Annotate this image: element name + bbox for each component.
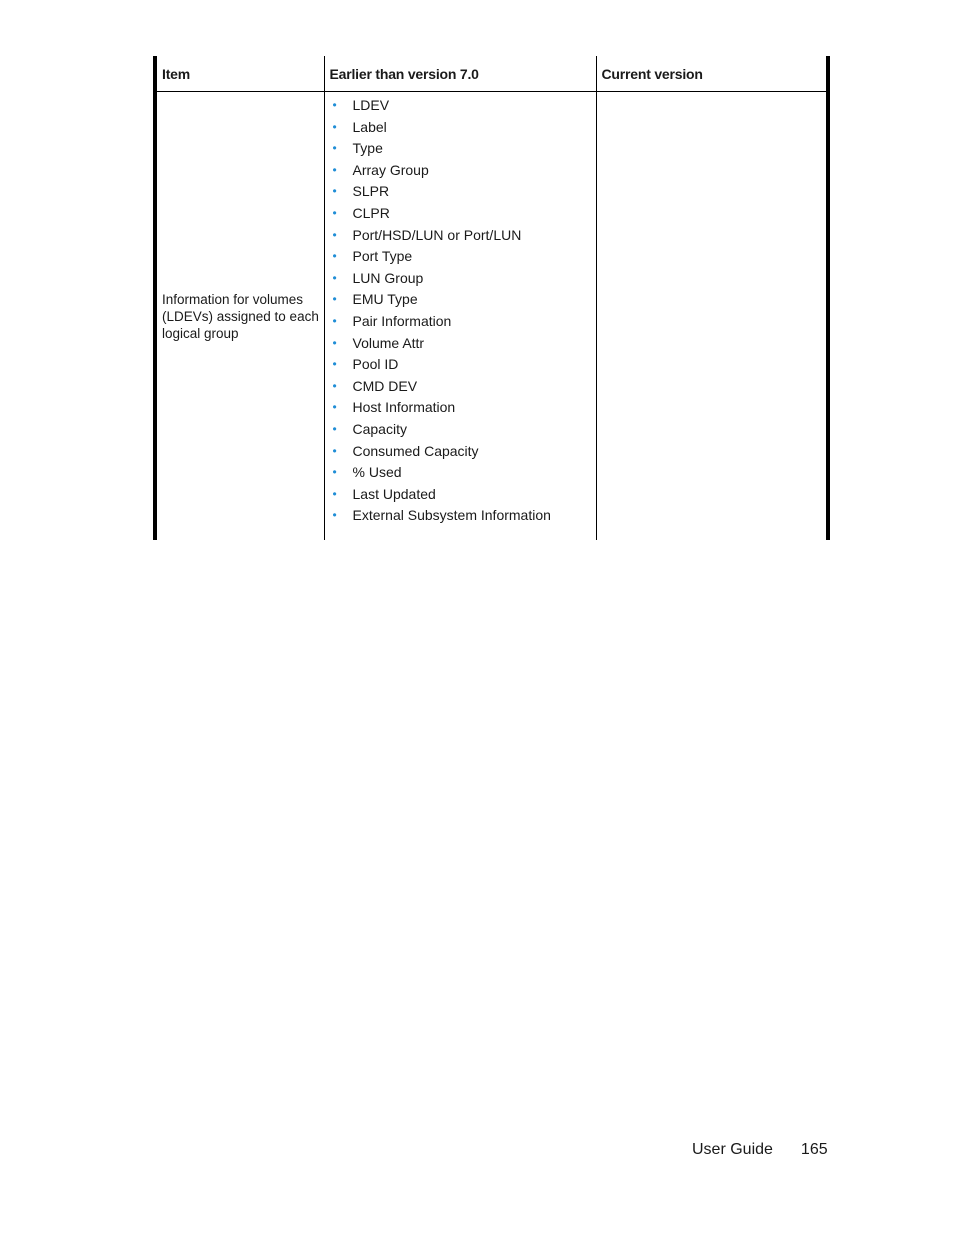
list-item-label: Host Information <box>352 399 456 416</box>
page-number: 165 <box>800 1141 828 1158</box>
comparison-table-container <box>153 56 830 540</box>
list-item <box>332 441 596 463</box>
list-item <box>332 419 596 441</box>
bullet-icon: • <box>332 486 337 501</box>
bullet-icon: • <box>332 205 337 220</box>
list-item <box>332 117 596 139</box>
footer-guide-label: User Guide <box>692 1141 773 1158</box>
bullet-icon: • <box>332 98 337 112</box>
bullet-icon: • <box>332 313 337 328</box>
bullet-icon: • <box>332 421 337 436</box>
bullet-icon: • <box>332 249 337 264</box>
item-cell: Information for volumes (LDEVs) assigned to each logical group <box>162 291 319 341</box>
list-item <box>332 462 596 484</box>
bullet-icon: • <box>332 508 337 523</box>
list-item-label: LDEV <box>352 97 390 113</box>
bullet-icon: • <box>332 335 337 350</box>
header-item: Item <box>157 56 324 92</box>
list-item-label: CMD DEV <box>352 377 418 394</box>
list-item <box>332 138 596 160</box>
bullet-icon: • <box>332 400 337 415</box>
list-item-label: Consumed Capacity <box>352 442 479 459</box>
list-item-label: Label <box>352 118 387 135</box>
list-item-label: % Used <box>352 464 402 481</box>
list-item-label: EMU Type <box>352 291 418 308</box>
list-item <box>332 203 596 225</box>
comparison-table <box>157 56 826 540</box>
list-item <box>332 354 596 376</box>
list-item-label: Capacity <box>352 420 407 437</box>
bullet-icon: • <box>332 162 337 177</box>
list-item <box>332 95 596 117</box>
list-item <box>332 225 596 247</box>
list-item-label: Port Type <box>352 248 413 265</box>
list-item <box>332 181 596 203</box>
list-item <box>332 376 596 398</box>
list-item <box>332 333 596 355</box>
bullet-icon: • <box>332 443 337 458</box>
bullet-icon: • <box>332 270 337 285</box>
list-item-label: SLPR <box>352 183 390 200</box>
header-current-version: Current version <box>596 56 826 92</box>
list-item <box>332 246 596 268</box>
list-item <box>332 289 596 311</box>
list-item <box>332 160 596 182</box>
list-item-label: Volume Attr <box>352 334 425 351</box>
table-header-row <box>157 56 826 92</box>
list-item-label: Type <box>352 140 383 157</box>
page-footer <box>692 1141 828 1159</box>
list-item-label: Last Updated <box>352 485 436 502</box>
current-version-cell <box>596 92 826 541</box>
list-item <box>332 311 596 333</box>
list-item-label: LUN Group <box>352 269 424 286</box>
list-item-label: Port/HSD/LUN or Port/LUN <box>352 226 522 243</box>
bullet-icon: • <box>332 378 337 393</box>
bullet-icon: • <box>332 119 337 134</box>
list-item-label: Pair Information <box>352 312 452 329</box>
list-item <box>332 505 596 527</box>
bullet-icon: • <box>332 184 337 199</box>
bullet-icon: • <box>332 465 337 480</box>
earlier-version-cell <box>324 92 596 541</box>
table-row <box>157 92 826 541</box>
list-item-label: Array Group <box>352 161 429 178</box>
bullet-icon: • <box>332 141 337 156</box>
list-item <box>332 268 596 290</box>
list-item <box>332 484 596 506</box>
header-earlier-version: Earlier than version 7.0 <box>324 56 596 92</box>
bullet-icon: • <box>332 227 337 242</box>
list-item-label: External Subsystem Information <box>352 507 551 524</box>
list-item-label: CLPR <box>352 204 390 221</box>
bullet-icon: • <box>332 357 337 372</box>
bullet-icon: • <box>332 292 337 307</box>
list-item <box>332 397 596 419</box>
list-item-label: Pool ID <box>352 356 399 373</box>
earlier-version-field-list <box>332 95 596 527</box>
